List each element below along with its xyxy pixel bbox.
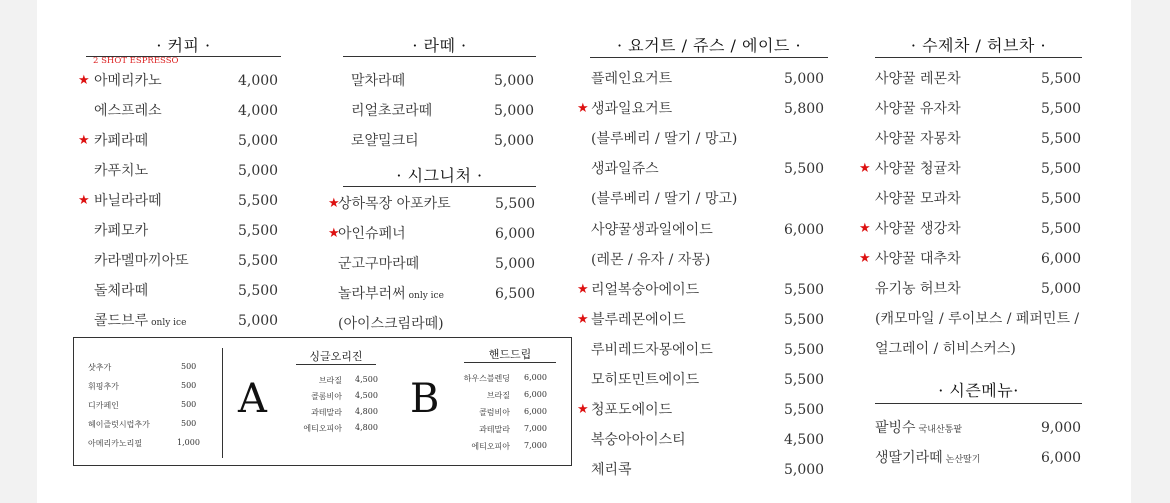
season-heading: · 시즌메뉴· — [938, 381, 1019, 400]
yogurt-item-price: 5,500 — [784, 372, 825, 388]
yogurt-item-name: (블루베리 / 딸기 / 망고) — [591, 191, 738, 207]
tea-item-name: 사양꿀 유자차 — [875, 101, 961, 117]
tea-item-price: 5,500 — [1041, 131, 1082, 147]
yogurt-item-name: 블루레몬에이드 — [591, 312, 686, 328]
yogurt-item-price: 5,500 — [784, 402, 825, 418]
hand-drip-letter: B — [410, 376, 440, 422]
yogurt-item-name: 생과일요거트 — [591, 101, 673, 117]
yogurt-item-price: 5,500 — [784, 342, 825, 358]
coffee-item-price: 5,000 — [238, 133, 279, 149]
season-item-note: 국내산통팥 — [918, 425, 963, 435]
yogurt-item — [577, 425, 825, 455]
signature-item-name: 상하목장 아포카토 — [338, 196, 451, 212]
yogurt-item-price: 5,000 — [784, 462, 825, 478]
coffee-item-price: 5,000 — [238, 163, 279, 179]
coffee-item-name: 돌체라떼 — [94, 283, 149, 299]
tea-item-name: 사양꿀 자몽차 — [875, 131, 961, 147]
coffee-item-name: 에스프레소 — [94, 103, 162, 119]
yogurt-item — [577, 395, 825, 425]
extra-name: 샷추가 — [88, 363, 112, 372]
signature-item-price: 6,500 — [495, 286, 536, 302]
signature-item-note: only ice — [408, 291, 444, 301]
coffee-item — [78, 306, 278, 336]
extra-name: 휘핑추가 — [88, 382, 119, 391]
yogurt-item — [577, 184, 822, 214]
extra-price: 500 — [181, 400, 197, 409]
coffee-item — [78, 66, 278, 96]
tea-item — [859, 154, 1084, 184]
yogurt-item — [577, 154, 825, 184]
tea-item — [859, 244, 1084, 274]
star-icon: ★ — [859, 221, 871, 236]
yogurt-item — [577, 64, 825, 94]
coffee-item — [78, 96, 278, 126]
single-origin-name: 에티오피아 — [303, 424, 342, 433]
single-origin-price: 4,500 — [355, 391, 378, 400]
star-icon: ★ — [78, 193, 90, 208]
yogurt-rule — [590, 57, 828, 58]
signature-item-name: 군고구마라떼 — [338, 256, 420, 272]
hand-drip-price: 6,000 — [524, 407, 547, 416]
star-icon: ★ — [577, 312, 589, 327]
coffee-item-price: 5,000 — [238, 313, 279, 329]
latte-rule — [343, 56, 536, 57]
hand-drip-title: 핸드드립 — [488, 348, 532, 361]
coffee-item-price: 4,000 — [238, 73, 279, 89]
season-item-name-wrap — [875, 443, 980, 475]
yogurt-item-price: 6,000 — [784, 222, 825, 238]
tea-item-price: 5,500 — [1041, 71, 1082, 87]
tea-item — [859, 64, 1084, 94]
box-divider — [222, 348, 223, 458]
extra-price: 500 — [181, 362, 197, 371]
yogurt-item-name: 모히또민트에이드 — [591, 372, 700, 388]
options-box — [73, 337, 572, 466]
signature-item — [328, 189, 538, 219]
tea-item-name: (캐모마일 / 루이보스 / 페퍼민트 / — [875, 311, 1080, 327]
latte-item — [333, 66, 538, 96]
tea-item-name: 사양꿀 대추차 — [875, 251, 961, 267]
coffee-item-name: 카페모카 — [94, 223, 149, 239]
tea-item-name: 사양꿀 청귤차 — [875, 161, 961, 177]
yogurt-item — [577, 305, 825, 335]
tea-item-name: 유기농 허브차 — [875, 281, 961, 297]
tea-item-price: 6,000 — [1041, 251, 1082, 267]
hand-drip-name: 에티오피아 — [471, 442, 510, 451]
yogurt-item-name: 체리콕 — [591, 462, 632, 478]
tea-item — [859, 94, 1084, 124]
yogurt-item — [577, 365, 825, 395]
coffee-item-price: 5,500 — [238, 283, 279, 299]
coffee-item-name: 콜드브루 — [94, 313, 149, 329]
single-origin-price: 4,800 — [355, 407, 378, 416]
latte-item-name: 말차라떼 — [351, 73, 406, 89]
tea-item-price: 5,500 — [1041, 191, 1082, 207]
coffee-item — [78, 156, 278, 186]
coffee-item-name: 카푸치노 — [94, 163, 149, 179]
hand-drip-name: 브라질 — [486, 391, 510, 400]
single-origin-title: 싱글오리진 — [309, 350, 363, 363]
signature-item-name-wrap — [338, 279, 444, 311]
hand-drip-rule — [464, 362, 556, 363]
yogurt-item — [577, 94, 825, 124]
signature-item — [328, 279, 538, 309]
coffee-item-name: 아메리카노 — [94, 73, 162, 89]
hand-drip-price: 6,000 — [524, 390, 547, 399]
yogurt-item-name: (레몬 / 유자 / 자몽) — [591, 252, 711, 268]
star-icon: ★ — [577, 101, 589, 116]
yogurt-item-price: 5,500 — [784, 312, 825, 328]
single-origin-letter: A — [238, 376, 267, 422]
signature-item — [328, 219, 538, 249]
yogurt-item-price: 5,500 — [784, 282, 825, 298]
yogurt-item-name: 생과일쥬스 — [591, 161, 659, 177]
season-item-price: 6,000 — [1041, 450, 1082, 466]
signature-item — [328, 309, 538, 339]
latte-item-price: 5,000 — [494, 103, 535, 119]
star-icon: ★ — [577, 402, 589, 417]
star-icon: ★ — [78, 133, 90, 148]
signature-item-name: 놀라부러써 — [338, 286, 406, 302]
yogurt-item-price: 4,500 — [784, 432, 825, 448]
single-origin-name: 과테말라 — [311, 408, 342, 417]
latte-item — [333, 126, 538, 156]
yogurt-item-name: 청포도에이드 — [591, 402, 673, 418]
yogurt-heading: · 요거트 / 쥬스 / 에이드 · — [616, 36, 802, 55]
coffee-item-price: 5,500 — [238, 193, 279, 209]
coffee-item-price: 4,000 — [238, 103, 279, 119]
coffee-item — [78, 186, 278, 216]
yogurt-item-price: 5,000 — [784, 71, 825, 87]
coffee-item — [78, 246, 278, 276]
tea-item — [859, 184, 1084, 214]
signature-item-price: 6,000 — [495, 226, 536, 242]
single-origin-price: 4,500 — [355, 375, 378, 384]
latte-item-price: 5,000 — [494, 73, 535, 89]
tea-rule — [875, 57, 1082, 58]
signature-item-price: 5,000 — [495, 256, 536, 272]
season-item-name: 생딸기라떼 — [875, 450, 943, 466]
season-rule — [875, 403, 1082, 404]
latte-item — [333, 96, 538, 126]
season-item-name: 팥빙수 — [875, 420, 916, 436]
hand-drip-name: 하우스블렌딩 — [463, 374, 510, 383]
hand-drip-name: 과테말라 — [479, 425, 510, 434]
season-item-price: 9,000 — [1041, 420, 1082, 436]
yogurt-item-price: 5,800 — [784, 101, 825, 117]
extra-price: 1,000 — [177, 438, 200, 447]
star-icon: ★ — [78, 73, 90, 88]
single-origin-rule — [296, 364, 376, 365]
signature-item-name: (아이스크림라떼) — [338, 316, 444, 332]
extra-price: 500 — [181, 419, 197, 428]
extra-price: 500 — [181, 381, 197, 390]
star-icon: ★ — [328, 226, 340, 241]
star-icon: ★ — [859, 251, 871, 266]
yogurt-item — [577, 455, 825, 485]
yogurt-item — [577, 275, 825, 305]
coffee-item-name: 카라멜마끼아또 — [94, 253, 189, 269]
tea-item-name: 얼그레이 / 히비스커스) — [875, 341, 1016, 357]
tea-item-name: 사양꿀 모과차 — [875, 191, 961, 207]
yogurt-item-name: 루비레드자몽에이드 — [591, 342, 713, 358]
single-origin-name: 브라질 — [318, 376, 342, 385]
extra-name: 아메리카노리필 — [88, 439, 143, 448]
yogurt-item-name: (블루베리 / 딸기 / 망고) — [591, 131, 738, 147]
single-origin-price: 4,800 — [355, 423, 378, 432]
tea-heading: · 수제차 / 허브차 · — [910, 36, 1047, 55]
signature-item-price: 5,500 — [495, 196, 536, 212]
yogurt-item-name: 플레인요거트 — [591, 71, 673, 87]
star-icon: ★ — [328, 196, 340, 211]
hand-drip-name: 콜럼비아 — [479, 408, 510, 417]
tea-item-price: 5,000 — [1041, 281, 1082, 297]
coffee-item-price: 5,500 — [238, 253, 279, 269]
tea-item — [859, 304, 1084, 334]
tea-item-price: 5,500 — [1041, 161, 1082, 177]
latte-heading: · 라떼 · — [412, 36, 467, 55]
coffee-subtitle: 2 SHOT ESPRESSO — [93, 56, 179, 66]
tea-item — [859, 124, 1084, 154]
single-origin-name: 콜롬비아 — [311, 392, 342, 401]
coffee-item-note: only ice — [151, 318, 187, 328]
star-icon: ★ — [859, 161, 871, 176]
yogurt-item-name: 복숭아아이스티 — [591, 432, 686, 448]
season-item — [859, 413, 1084, 443]
latte-item-name: 리얼초코라떼 — [351, 103, 433, 119]
yogurt-item-name: 사양꿀생과일에이드 — [591, 222, 713, 238]
coffee-item-name-wrap — [94, 306, 186, 338]
yogurt-item-price: 5,500 — [784, 161, 825, 177]
yogurt-item-name: 리얼복숭아에이드 — [591, 282, 700, 298]
extra-name: 헤이즐럿시럽추가 — [88, 420, 150, 429]
coffee-item-name: 카페라떼 — [94, 133, 149, 149]
coffee-item — [78, 126, 278, 156]
season-item-name-wrap — [875, 413, 962, 445]
star-icon: ★ — [577, 282, 589, 297]
tea-item-price: 5,500 — [1041, 221, 1082, 237]
extra-name: 디카페인 — [88, 401, 119, 410]
hand-drip-price: 6,000 — [524, 373, 547, 382]
coffee-item — [78, 216, 278, 246]
tea-item-name: 사양꿀 레몬차 — [875, 71, 961, 87]
hand-drip-price: 7,000 — [524, 424, 547, 433]
coffee-heading: · 커피 · — [156, 36, 211, 55]
tea-item — [859, 214, 1084, 244]
tea-item — [859, 334, 1084, 364]
yogurt-item — [577, 124, 822, 154]
tea-item — [859, 274, 1084, 304]
yogurt-item — [577, 245, 822, 275]
yogurt-item — [577, 335, 825, 365]
signature-item — [328, 249, 538, 279]
tea-item-name: 사양꿀 생강차 — [875, 221, 961, 237]
yogurt-item — [577, 215, 825, 245]
latte-item-name: 로얄밀크티 — [351, 133, 419, 149]
tea-item-price: 5,500 — [1041, 101, 1082, 117]
season-item-note: 논산딸기 — [945, 455, 981, 465]
signature-rule — [343, 186, 536, 187]
season-item — [859, 443, 1084, 473]
hand-drip-price: 7,000 — [524, 441, 547, 450]
signature-item-name: 아인슈페너 — [338, 226, 406, 242]
coffee-item — [78, 276, 278, 306]
latte-item-price: 5,000 — [494, 133, 535, 149]
signature-heading: · 시그니처 · — [396, 166, 483, 185]
coffee-item-price: 5,500 — [238, 223, 279, 239]
coffee-item-name: 바닐라라떼 — [94, 193, 162, 209]
